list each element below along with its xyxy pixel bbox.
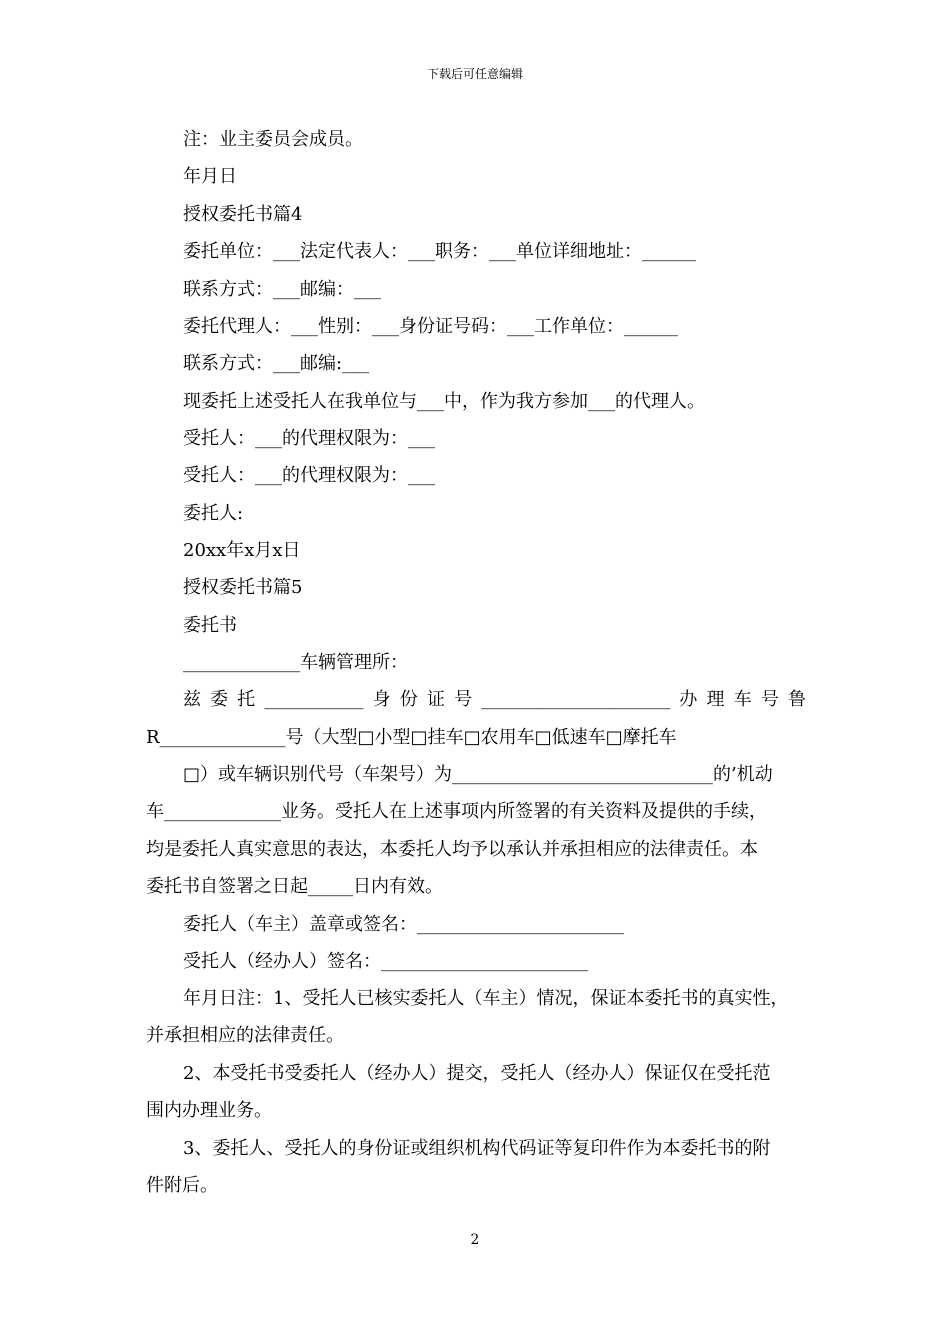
section-title-5: 授权委托书篇5 bbox=[183, 577, 303, 598]
contact-line-1: 联系方式：___邮编：___ bbox=[183, 279, 381, 300]
note-paragraph-line: 年月日注：1、受托人已核实委托人（车主）情况，保证本委托书的真实性， bbox=[183, 988, 789, 1009]
paragraph-line: 车_____________业务。受托人在上述事项内所签署的有关资料及提供的手续， bbox=[146, 801, 767, 822]
principal-line: 委托人: bbox=[183, 503, 244, 524]
page-number: 2 bbox=[470, 1232, 480, 1248]
paragraph-line: 兹委托___________身份证号_____________________办理车号鲁 bbox=[183, 689, 806, 710]
note-line: 注：业主委员会成员。 bbox=[183, 129, 363, 150]
note-paragraph-line: 围内办理业务。 bbox=[146, 1100, 272, 1121]
paragraph-line: 委托书自签署之日起_____日内有效。 bbox=[146, 876, 443, 897]
note-paragraph-line: 3、委托人、受托人的身份证或组织机构代码证等复印件作为本委托书的附 bbox=[183, 1138, 771, 1159]
entrust-statement: 现委托上述受托人在我单位与___中，作为我方参加___的代理人。 bbox=[183, 391, 705, 412]
note-paragraph-line: 件附后。 bbox=[146, 1175, 218, 1196]
paragraph-line: R______________号（大型□小型□挂车□农用车□低速车□摩托车 bbox=[146, 727, 677, 748]
note-paragraph-line: 2、本受托书受委托人（经办人）提交，受托人（经办人）保证仅在受托范 bbox=[183, 1063, 771, 1084]
date-line: 年月日 bbox=[183, 166, 237, 187]
owner-signature-line: 委托人（车主）盖章或签名：_______________________ bbox=[183, 914, 624, 935]
entrusting-unit-line: 委托单位：___法定代表人：___职务：___单位详细地址：______ bbox=[183, 241, 696, 262]
section-title-4: 授权委托书篇4 bbox=[183, 204, 303, 225]
note-paragraph-line: 并承担相应的法律责任。 bbox=[146, 1025, 344, 1046]
authority-line-2: 受托人：___的代理权限为：___ bbox=[183, 465, 435, 486]
agent-signature-line: 受托人（经办人）签名：_______________________ bbox=[183, 951, 588, 972]
agent-line: 委托代理人：___性别：___身份证号码：___工作单位：______ bbox=[183, 316, 678, 337]
authority-line-1: 受托人：___的代理权限为：___ bbox=[183, 428, 435, 449]
paragraph-line: 均是委托人真实意思的表达，本委托人均予以承认并承担相应的法律责任。本 bbox=[146, 839, 758, 860]
paragraph-line: □）或车辆识别代号（车架号）为_____________________________的’机动 bbox=[183, 764, 773, 785]
page-header: 下载后可任意编辑 bbox=[426, 67, 523, 81]
vehicle-office-line: _____________车辆管理所： bbox=[183, 652, 408, 673]
document-title: 委托书 bbox=[183, 615, 237, 636]
date-line-2: 20xx年x月x日 bbox=[183, 540, 301, 561]
contact-line-2: 联系方式：___邮编:___ bbox=[183, 353, 370, 374]
